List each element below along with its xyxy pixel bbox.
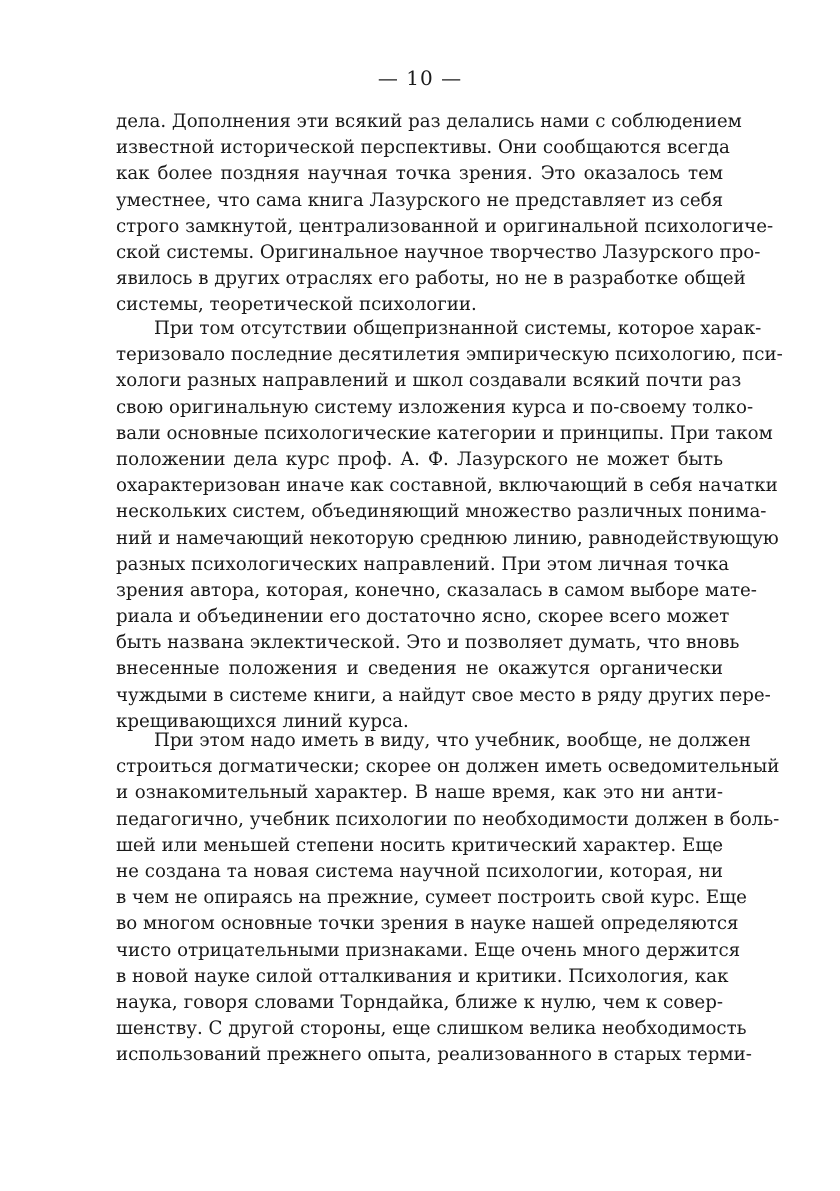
paragraph-1 bbox=[116, 109, 774, 319]
paragraph-3 bbox=[116, 728, 780, 1068]
text-line: свою оригинальную систему изложения курса и по-своему толко- bbox=[116, 396, 754, 418]
text-line: вали основные психологические категории и принципы. При таком bbox=[116, 422, 773, 444]
text-line: шенству. С другой стороны, еще слишком велика необходимость bbox=[116, 1018, 747, 1040]
text-line: чисто отрицательными признаками. Еще очень много держится bbox=[116, 939, 741, 961]
text-line: нескольких систем, объединяющий множество различных понима- bbox=[116, 501, 767, 523]
text-line: педагогично, учебник психологии по необходимости должен в боль- bbox=[116, 808, 780, 830]
text-line: не создана та новая система научной психологии, которая, ни bbox=[116, 860, 723, 882]
paragraph-2 bbox=[116, 316, 783, 735]
text-line: явилось в других отраслях его работы, но не в разработке общей bbox=[116, 268, 746, 290]
text-line: ской системы. Оригинальное научное творчество Лазурского про- bbox=[116, 241, 761, 263]
text-line: шей или меньшей степени носить критический характер. Еще bbox=[116, 834, 723, 856]
text-line: и ознакомительный характер. В наше время, как это ни анти- bbox=[116, 782, 723, 804]
text-line: зрения автора, которая, конечно, сказалась в самом выборе мате- bbox=[116, 579, 757, 601]
text-line: во многом основные точки зрения в науке нашей определяются bbox=[116, 913, 739, 935]
text-line: хологи разных направлений и школ создавали всякий почти раз bbox=[116, 370, 742, 392]
text-line: положении дела курс проф. А. Ф. Лазурского не может быть bbox=[116, 448, 723, 470]
text-line: риала и объединении его достаточно ясно, скорее всего может bbox=[116, 606, 730, 628]
text-line: быть названа эклектической. Это и позволяет думать, что вновь bbox=[116, 632, 740, 654]
text-line: системы, теоретической психологии. bbox=[116, 294, 477, 316]
text-line: крещивающихся линий курса. bbox=[116, 710, 409, 732]
text-line: в новой науке силой отталкивания и критики. Психология, как bbox=[116, 965, 729, 987]
text-line: При этом надо иметь в виду, что учебник, вообще, не должен bbox=[154, 730, 751, 751]
text-line: дела. Дополнения эти всякий раз делались нами с соблюдением bbox=[116, 111, 742, 132]
text-line: чуждыми в системе книги, а найдут свое место в ряду других пере- bbox=[116, 684, 771, 706]
text-line: теризовало последние десятилетия эмпирическую психологию, пси- bbox=[116, 344, 783, 366]
text-line: разных психологических направлений. При этом личная точка bbox=[116, 553, 730, 575]
text-line: охарактеризован иначе как составной, включающий в себя начатки bbox=[116, 475, 778, 497]
text-line: строиться догматически; скорее он должен иметь осведомительный bbox=[116, 756, 780, 778]
text-line: известной исторической перспективы. Они сообщаются всегда bbox=[116, 137, 730, 159]
text-line: строго замкнутой, централизованной и оригинальной психологиче- bbox=[116, 215, 774, 237]
text-line: При том отсутствии общепризнанной системы, которое харак- bbox=[154, 318, 762, 339]
text-line: внесенные положения и сведения не окажутся органически bbox=[116, 658, 723, 680]
text-line: как более поздняя научная точка зрения. Это оказалось тем bbox=[116, 163, 723, 185]
text-line: наука, говоря словами Торндайка, ближе к нулю, чем к совер- bbox=[116, 991, 723, 1013]
text-line: уместнее, что сама книга Лазурского не представляет из себя bbox=[116, 189, 724, 211]
text-line: использований прежнего опыта, реализованного в старых терми- bbox=[116, 1044, 752, 1066]
text-line: ний и намечающий некоторую среднюю линию, равнодействующую bbox=[116, 527, 779, 549]
page-number: — 10 — bbox=[377, 66, 463, 90]
text-line: в чем не опираясь на прежние, сумеет построить свой курс. Еще bbox=[116, 887, 747, 909]
